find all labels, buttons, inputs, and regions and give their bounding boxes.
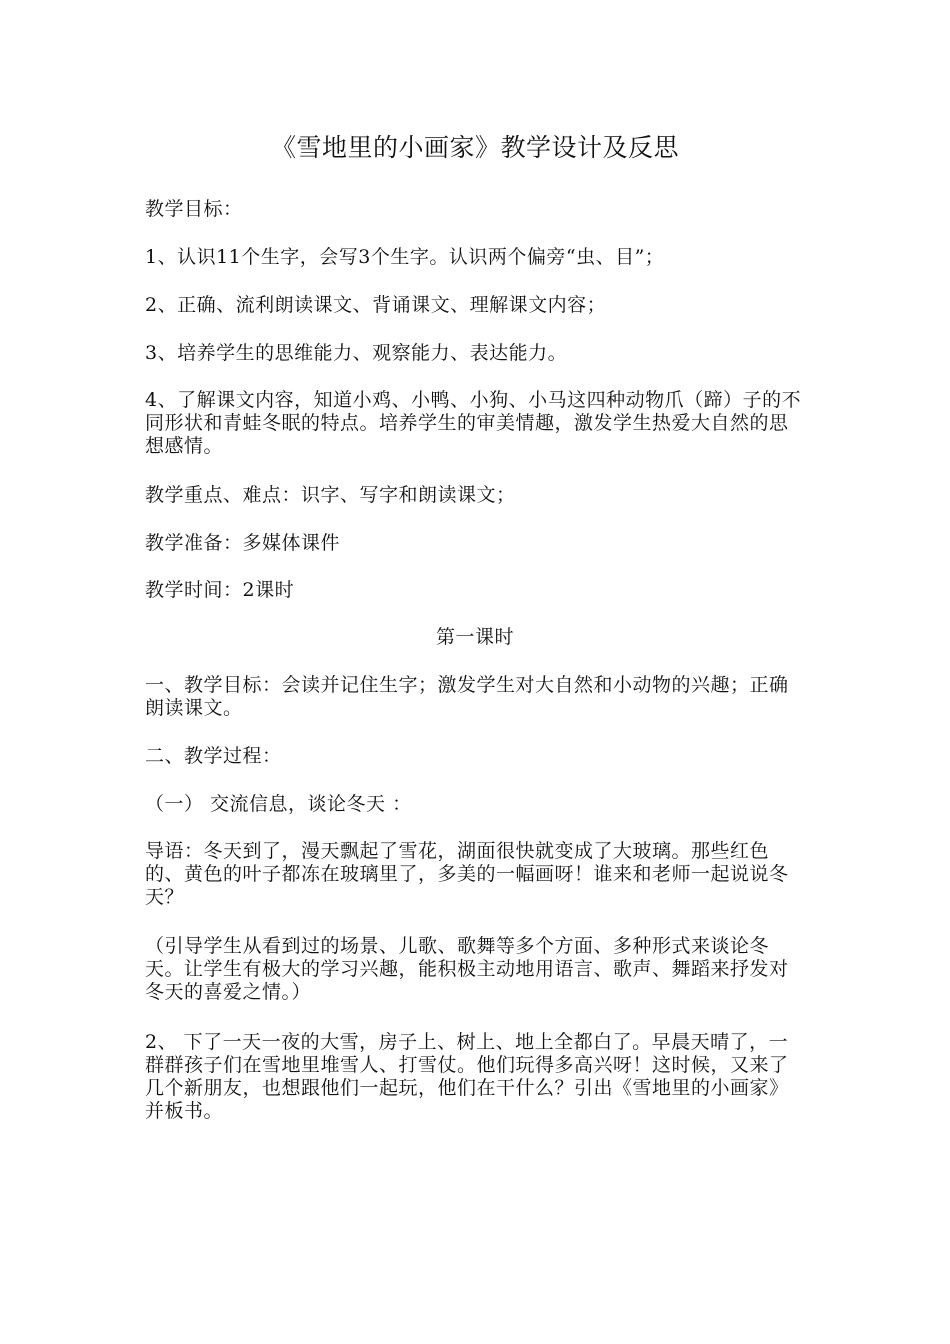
teaching-preparation: 教学准备：多媒体课件 (145, 532, 341, 554)
teaching-time: 教学时间：2课时 (145, 579, 295, 601)
goal-item-2: 2、正确、流利朗读课文、背诵课文、理解课文内容； (145, 294, 607, 316)
goals-heading: 教学目标： (145, 198, 243, 220)
step2-paragraph: 2、 下了一天一夜的大雪，房子上、树上、地上全都白了。早晨天晴了，一群群孩子们在雪地里堆雪人、打雪仗。他们玩得多高兴呀！这时候，又来了几个新朋友，也想跟他们一起玩，他们在干什么？引出《雪地里的小画家》并板书。 (145, 1031, 789, 1122)
process-heading: 二、教学过程： (145, 745, 282, 767)
teaching-note: （引导学生从看到过的场景、儿歌、歌舞等多个方面、多种形式来谈论冬天。让学生有极大的学习兴趣，能积极主动地用语言、歌声、舞蹈来抒发对冬天的喜爱之情。） (145, 935, 789, 1003)
lesson-goal: 一、教学目标：会读并记住生字；激发学生对大自然和小动物的兴趣；正确朗读课文。 (145, 674, 789, 719)
goal-item-1: 1、认识11个生字，会写3个生字。认识两个偏旁“虫、目”； (145, 246, 665, 268)
goal-item-4: 4、了解课文内容，知道小鸡、小鸭、小狗、小马这四种动物爪（蹄）子的不同形状和青蛙冬眠的特点。培养学生的审美情趣，激发学生热爱大自然的思想感情。 (145, 389, 802, 457)
intro-paragraph: 导语：冬天到了，漫天飘起了雪花，湖面很快就变成了大玻璃。那些红色的、黄色的叶子都冻在玻璃里了，多美的一幅画呀！谁来和老师一起说说冬天？ (145, 840, 789, 908)
goal-item-3: 3、培养学生的思维能力、观察能力、表达能力。 (145, 342, 568, 364)
lesson-heading: 第一课时 (435, 626, 514, 648)
document-title: 《雪地里的小画家》教学设计及反思 (270, 133, 679, 162)
step1-heading: （一） 交流信息，谈论冬天 ： (145, 793, 412, 815)
key-points: 教学重点、难点：识字、写字和朗读课文； (145, 484, 516, 506)
